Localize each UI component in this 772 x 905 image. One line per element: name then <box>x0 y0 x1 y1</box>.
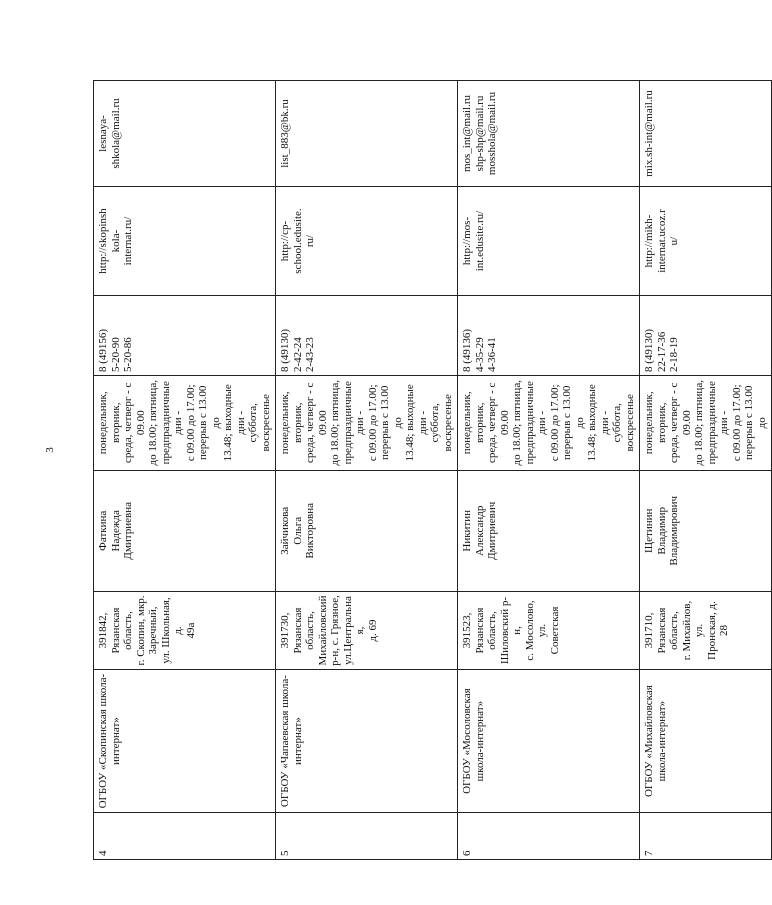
working-hours-line: перерыв с 13.00 до <box>379 385 404 460</box>
school-address-line: с. Мосолово, ул. <box>523 600 548 661</box>
school-address <box>458 592 640 670</box>
website-link-line: internat.ucoz.r <box>655 209 668 273</box>
email-address-line: mos_int@mail.ru <box>461 94 473 173</box>
website-link-line: int.edusite.ru/ <box>473 210 486 272</box>
school-address-line: область, <box>122 611 134 650</box>
school-address <box>276 592 458 670</box>
school-address-line: г. Михайлов, ул. <box>680 600 705 661</box>
working-hours-line: суббота, воскресенье <box>611 394 636 452</box>
email-address-line: shkola@mail.ru <box>109 98 122 169</box>
phone-numbers <box>94 296 276 376</box>
director-name <box>276 470 458 592</box>
school-address <box>94 592 276 670</box>
working-hours-line: предпраздничные дни - <box>523 381 548 465</box>
working-hours-line: 13.48; выходные дни - <box>586 384 611 462</box>
page-number: 3 <box>44 447 56 453</box>
working-hours-line: среда, четверг - с 09.00 <box>122 382 147 463</box>
school-address-line: область, <box>304 611 316 650</box>
school-address-line: Рязанская <box>655 607 668 654</box>
email-address-line: mix.sh-int@mail.ru <box>643 90 655 177</box>
table-row <box>640 81 772 860</box>
phone-numbers-line: 5-20-86 <box>122 337 134 373</box>
website-link[interactable] <box>458 187 640 296</box>
school-address-line: область, <box>668 611 680 650</box>
phone-numbers <box>458 296 640 376</box>
working-hours-line: понедельник, вторник, <box>461 391 486 455</box>
director-name-line: Александр <box>473 505 486 556</box>
school-address-line: ул.Центральная, <box>341 596 366 665</box>
working-hours-line: суббота, воскресенье <box>247 394 272 452</box>
email-address-line: mosshola@mail.ru <box>486 91 498 176</box>
working-hours-line: 13.48; выходные дни - <box>404 384 429 462</box>
director-name-line: Владимир <box>655 507 668 555</box>
working-hours-line: понедельник, вторник, <box>643 391 668 455</box>
website-link-line: kola- <box>109 229 122 253</box>
schools-table <box>93 80 772 860</box>
phone-numbers-line: 4-35-29 <box>473 337 486 373</box>
website-link-line: http://mikh- <box>643 214 655 268</box>
school-address-line: Рязанская <box>291 607 304 654</box>
row-number: 5 <box>276 813 458 860</box>
director-name <box>94 470 276 592</box>
email-address-line: list_883@bk.ru <box>279 99 291 168</box>
phone-numbers-line: 8 (49130) <box>279 328 291 373</box>
working-hours-line: до 18.00; пятница, <box>147 380 159 466</box>
email-address[interactable] <box>276 81 458 187</box>
email-address[interactable] <box>458 81 640 187</box>
school-address-line: Рязанская <box>109 607 122 654</box>
website-link-line: http://mos- <box>461 216 473 266</box>
email-address-line: shp-shp@mail.ru <box>473 95 486 172</box>
school-address-line: область, <box>486 611 498 650</box>
director-name <box>640 470 772 592</box>
website-link-line: http://skopinsh <box>97 208 109 274</box>
school-address-line: р-н, с. Грязное, <box>329 595 341 666</box>
table-row <box>458 81 640 860</box>
working-hours-line: суббота, воскресенье <box>429 394 454 452</box>
working-hours-line: среда, четверг - с 09.00 <box>486 382 511 463</box>
working-hours <box>94 376 276 471</box>
working-hours-line: до 18.00; пятница, <box>511 380 523 466</box>
working-hours <box>458 376 640 471</box>
phone-numbers-line: 8 (49156) <box>97 328 109 373</box>
website-link-line: u/ <box>668 236 680 246</box>
email-address-line: lesnaya- <box>97 115 109 152</box>
rotated-table-wrapper <box>93 80 768 860</box>
working-hours-line: с 09.00 до 17.00; <box>548 384 561 462</box>
email-address[interactable] <box>94 81 276 187</box>
website-link[interactable] <box>276 187 458 296</box>
phone-numbers-line: 2-42-24 <box>291 337 304 373</box>
working-hours-line: с 09.00 до 17.00; <box>730 384 743 462</box>
working-hours-line: до 18.00; пятница, <box>329 380 341 466</box>
working-hours-line: перерыв с 13.00 до <box>743 385 768 460</box>
director-name-line: Фаткина <box>97 510 109 551</box>
director-name-line: Ольга <box>291 516 304 545</box>
working-hours-line: 13.48; выходные дни - <box>222 384 247 462</box>
school-address-line: д. 69 <box>366 619 379 642</box>
director-name-line: Викторовна <box>304 503 316 559</box>
working-hours-line: с 09.00 до 17.00; <box>184 384 197 462</box>
table-row <box>94 81 276 860</box>
working-hours-line: понедельник, вторник, <box>97 391 122 455</box>
phone-numbers-line: 2-43-23 <box>304 337 316 373</box>
director-name-line: Щетинин <box>643 508 655 553</box>
phone-numbers <box>276 296 458 376</box>
school-address-line: Советская <box>548 606 561 655</box>
phone-numbers-line: 22-17-36 <box>655 331 668 373</box>
working-hours-line: с 09.00 до 17.00; <box>366 384 379 462</box>
school-address-line: 391842, <box>97 612 109 649</box>
school-name: ОГБОУ «Скопинская школа-интернат» <box>94 669 276 812</box>
school-address-line: Заречный, <box>147 606 159 655</box>
working-hours-line: предпраздничные дни - <box>705 381 730 465</box>
working-hours-line: предпраздничные дни - <box>341 381 366 465</box>
row-number: 4 <box>94 813 276 860</box>
director-name-line: Дмитриевна <box>122 502 134 560</box>
row-number: 6 <box>458 813 640 860</box>
school-name: ОГБОУ «Михайловская школа-интернат» <box>640 669 772 812</box>
phone-numbers-line: 5-20-90 <box>109 337 122 373</box>
school-address-line: 391730, <box>279 612 291 649</box>
phone-numbers-line: 4-36-41 <box>486 337 498 373</box>
website-link-line: ru/ <box>304 234 316 248</box>
phone-numbers-line: 8 (49136) <box>461 328 473 373</box>
email-address[interactable] <box>640 81 772 187</box>
working-hours <box>276 376 458 471</box>
working-hours-line: перерыв с 13.00 до <box>197 385 222 460</box>
school-address-line: 49а <box>184 622 197 639</box>
website-link-line: school.edusite. <box>291 208 304 274</box>
working-hours-line: предпраздничные дни - <box>159 381 184 465</box>
school-address-line: Рязанская <box>473 607 486 654</box>
director-name-line: Надежда <box>109 510 122 552</box>
working-hours <box>640 376 772 471</box>
school-name: ОГБОУ «Мосоловская школа-интернат» <box>458 669 640 812</box>
website-link-line: http://cp- <box>279 220 291 262</box>
school-address-line: ул. Школьная, д. <box>159 597 184 664</box>
website-link-line: internat.ru/ <box>122 216 134 266</box>
school-address-line: г. Скопин, мкр. <box>134 595 147 666</box>
school-address-line: 391523, <box>461 612 473 649</box>
working-hours-line: перерыв с 13.00 до <box>561 385 586 460</box>
school-address-line: 391710, <box>643 612 655 649</box>
working-hours-line: до 18.00; пятница, <box>693 380 705 466</box>
working-hours-line: среда, четверг - с 09.00 <box>304 382 329 463</box>
director-name-line: Зайчикова <box>279 506 291 555</box>
director-name <box>458 470 640 592</box>
school-name: ОГБОУ «Чапаевская школа-интернат» <box>276 669 458 812</box>
school-address-line: Шиловский р-н, <box>498 596 523 664</box>
website-link[interactable] <box>640 187 772 296</box>
school-address <box>640 592 772 670</box>
director-name-line: Владимирович <box>668 495 680 566</box>
phone-numbers-line: 2-18-19 <box>668 337 680 373</box>
table-row <box>276 81 458 860</box>
phone-numbers-line: 8 (49130) <box>643 328 655 373</box>
phone-numbers <box>640 296 772 376</box>
working-hours-line: среда, четверг - с 09.00 <box>668 382 693 463</box>
website-link[interactable] <box>94 187 276 296</box>
row-number: 7 <box>640 813 772 860</box>
working-hours-line: понедельник, вторник, <box>279 391 304 455</box>
school-address-line: Пронская, д. 28 <box>705 601 730 660</box>
director-name-line: Никитин <box>461 509 473 552</box>
school-address-line: Михайловский <box>316 595 329 666</box>
director-name-line: Дмитриевич <box>486 501 498 560</box>
